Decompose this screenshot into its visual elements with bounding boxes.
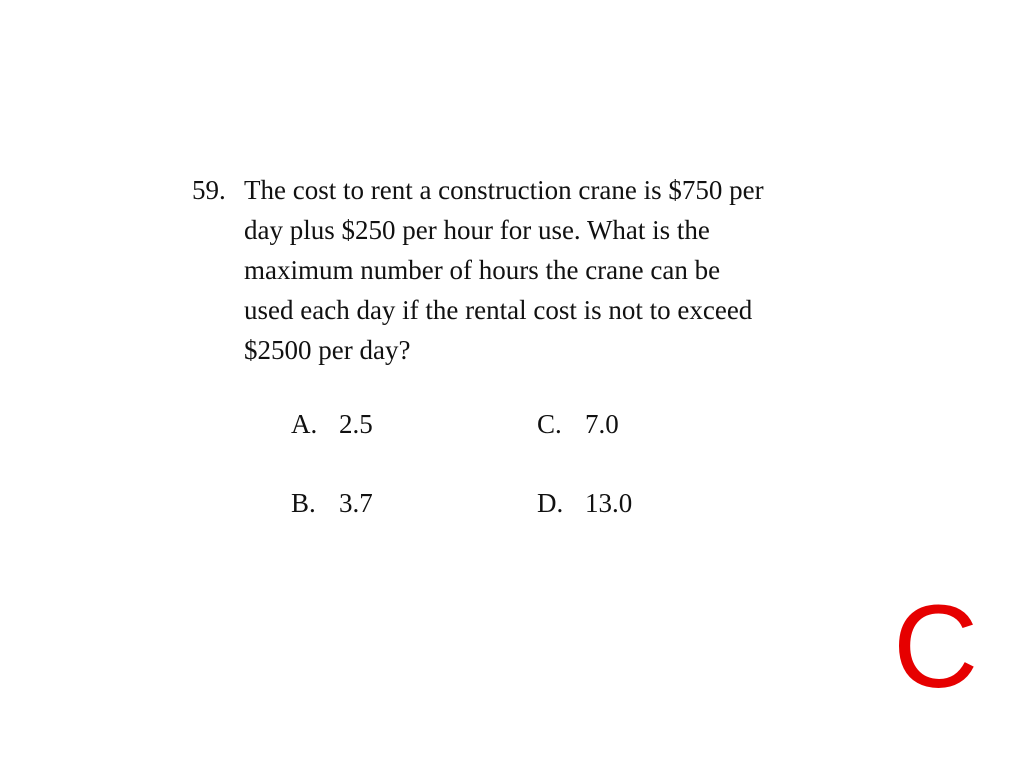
question-line: The cost to rent a construction crane is $750 per bbox=[244, 175, 764, 205]
choice-d bbox=[537, 488, 632, 519]
choice-value: 7.0 bbox=[585, 409, 619, 439]
answer-label: C bbox=[893, 581, 979, 713]
question-number: 59. bbox=[192, 175, 226, 205]
question-line: day plus $250 per hour for use. What is the bbox=[244, 215, 710, 245]
choice-value: 3.7 bbox=[339, 488, 373, 518]
choice-value: 2.5 bbox=[339, 409, 373, 439]
choice-letter: B. bbox=[291, 488, 316, 518]
choice-a bbox=[291, 409, 373, 440]
choice-letter: A. bbox=[291, 409, 318, 439]
question-text bbox=[244, 170, 844, 370]
choice-value: 13.0 bbox=[585, 488, 633, 518]
choice-letter: D. bbox=[537, 488, 564, 518]
question-line: $2500 per day? bbox=[244, 335, 411, 365]
choice-letter: C. bbox=[537, 409, 562, 439]
choice-b bbox=[291, 488, 373, 519]
choice-c bbox=[537, 409, 619, 440]
question-line: maximum number of hours the crane can be bbox=[244, 255, 721, 285]
question-line: used each day if the rental cost is not to exceed bbox=[244, 295, 753, 325]
